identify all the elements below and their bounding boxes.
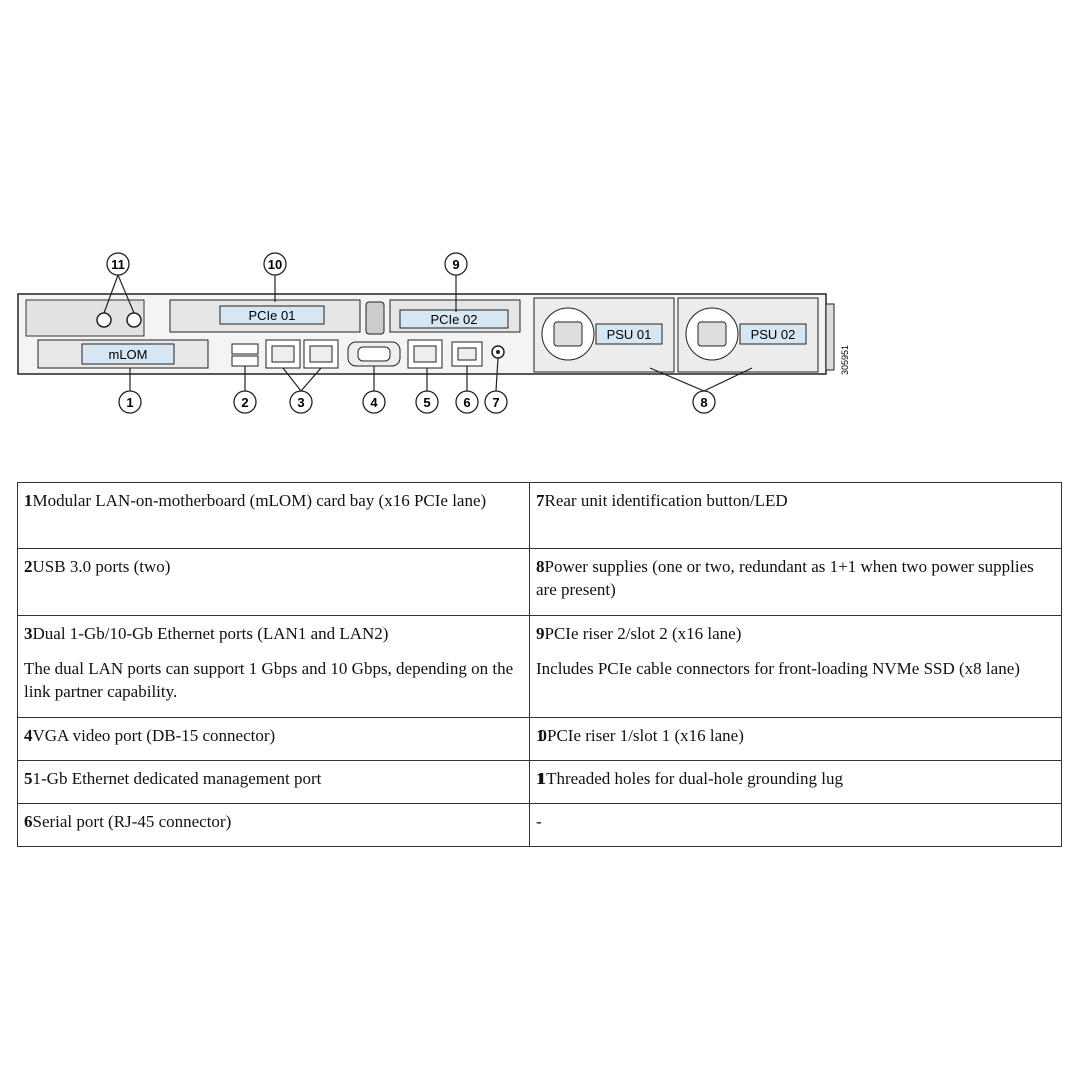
legend-text: Threaded holes for dual-hole grounding lug (546, 769, 844, 788)
legend-number: 10 (536, 726, 541, 745)
svg-text:2: 2 (241, 395, 249, 410)
mlom-label: mLOM (108, 347, 148, 362)
svg-text:1: 1 (126, 395, 134, 410)
callout-2 (234, 391, 256, 413)
usb-port-top (232, 344, 258, 354)
vga-connector (358, 347, 390, 361)
legend-text: USB 3.0 ports (two) (32, 557, 171, 576)
psu02-label: PSU 02 (750, 327, 796, 342)
svg-text:11: 11 (111, 257, 125, 272)
legend-cell-left (18, 549, 530, 616)
legend-text: Dual 1-Gb/10-Gb Ethernet ports (LAN1 and LAN2) (32, 624, 389, 643)
psu02-inlet (698, 322, 726, 346)
legend-text: 1-Gb Ethernet dedicated management port (32, 769, 322, 788)
callout-4 (363, 391, 385, 413)
legend-cell-right (530, 483, 1062, 549)
legend-row (18, 616, 1062, 718)
legend-text: Rear unit identification button/LED (544, 491, 788, 510)
lan2-jack (310, 346, 332, 362)
callout-6 (456, 391, 478, 413)
legend-number: 2 (24, 557, 27, 576)
legend-cell-left (18, 804, 530, 847)
callout-5 (416, 391, 438, 413)
callout-1 (119, 391, 141, 413)
svg-text:10: 10 (267, 257, 283, 272)
callout-10 (264, 253, 286, 275)
legend-number: 6 (24, 812, 27, 831)
svg-text:3: 3 (297, 395, 305, 410)
legend-cell-left (18, 483, 530, 549)
legend-text: Power supplies (one or two, redundant as 1+1 when two power supplies are present) (536, 557, 1034, 599)
legend-cell-right (530, 761, 1062, 804)
svg-text:4: 4 (370, 395, 378, 410)
callout-11 (107, 253, 129, 275)
callout-3 (290, 391, 312, 413)
serial-jack (458, 348, 476, 360)
legend-cell-right (530, 616, 1062, 718)
legend-cell-left (18, 718, 530, 761)
riser-latch (366, 302, 384, 334)
mgmt-jack (414, 346, 436, 362)
legend-note: The dual LAN ports can support 1 Gbps and 10 Gbps, depending on the link partner capability. (24, 659, 514, 701)
callout-7 (485, 391, 507, 413)
legend-number: 5 (24, 769, 27, 788)
legend-number: 9 (536, 624, 539, 643)
svg-text:6: 6 (463, 395, 471, 410)
pcie01-label: PCIe 01 (248, 308, 296, 323)
grounding-lug-area (26, 300, 144, 336)
legend-text: VGA video port (DB-15 connector) (32, 726, 276, 745)
legend-cell-left (18, 616, 530, 718)
legend-number: 11 (536, 769, 541, 788)
svg-text:9: 9 (452, 257, 460, 272)
legend-cell-right (530, 804, 1062, 847)
legend-cell-left (18, 761, 530, 804)
legend-row (18, 804, 1062, 847)
svg-text:7: 7 (492, 395, 500, 410)
grounding-hole-right (127, 313, 141, 327)
svg-text:8: 8 (700, 395, 708, 410)
server-rear-panel-diagram (0, 240, 1074, 440)
legend-cell-right (530, 549, 1062, 616)
legend-number: 8 (536, 557, 539, 576)
grounding-hole-left (97, 313, 111, 327)
legend-table (17, 482, 1062, 847)
chassis-right-tab (826, 304, 834, 370)
legend-row (18, 761, 1062, 804)
callout-9 (445, 253, 467, 275)
legend-text: PCIe riser 2/slot 2 (x16 lane) (544, 624, 742, 643)
lan1-jack (272, 346, 294, 362)
usb-port-bottom (232, 356, 258, 366)
svg-text:5: 5 (423, 395, 431, 410)
legend-row (18, 718, 1062, 761)
legend-number: 1 (24, 491, 27, 510)
legend-note: Includes PCIe cable connectors for front-loading NVMe SSD (x8 lane) (536, 659, 1020, 678)
id-button-center (496, 350, 500, 354)
psu01-label: PSU 01 (606, 327, 652, 342)
legend-row (18, 483, 1062, 549)
legend-text: Serial port (RJ-45 connector) (32, 812, 232, 831)
psu01-inlet (554, 322, 582, 346)
pcie02-label: PCIe 02 (430, 312, 478, 327)
legend-row (18, 549, 1062, 616)
legend-number: 4 (24, 726, 27, 745)
legend-text: PCIe riser 1/slot 1 (x16 lane) (547, 726, 744, 745)
legend-cell-right (530, 718, 1062, 761)
legend-text: - (536, 812, 542, 831)
legend-number: 3 (24, 624, 27, 643)
legend-text: Modular LAN-on-motherboard (mLOM) card bay (x16 PCIe lane) (32, 491, 487, 510)
callout-8 (693, 391, 715, 413)
figure-id: 305951 (840, 344, 850, 376)
legend-number: 7 (536, 491, 539, 510)
